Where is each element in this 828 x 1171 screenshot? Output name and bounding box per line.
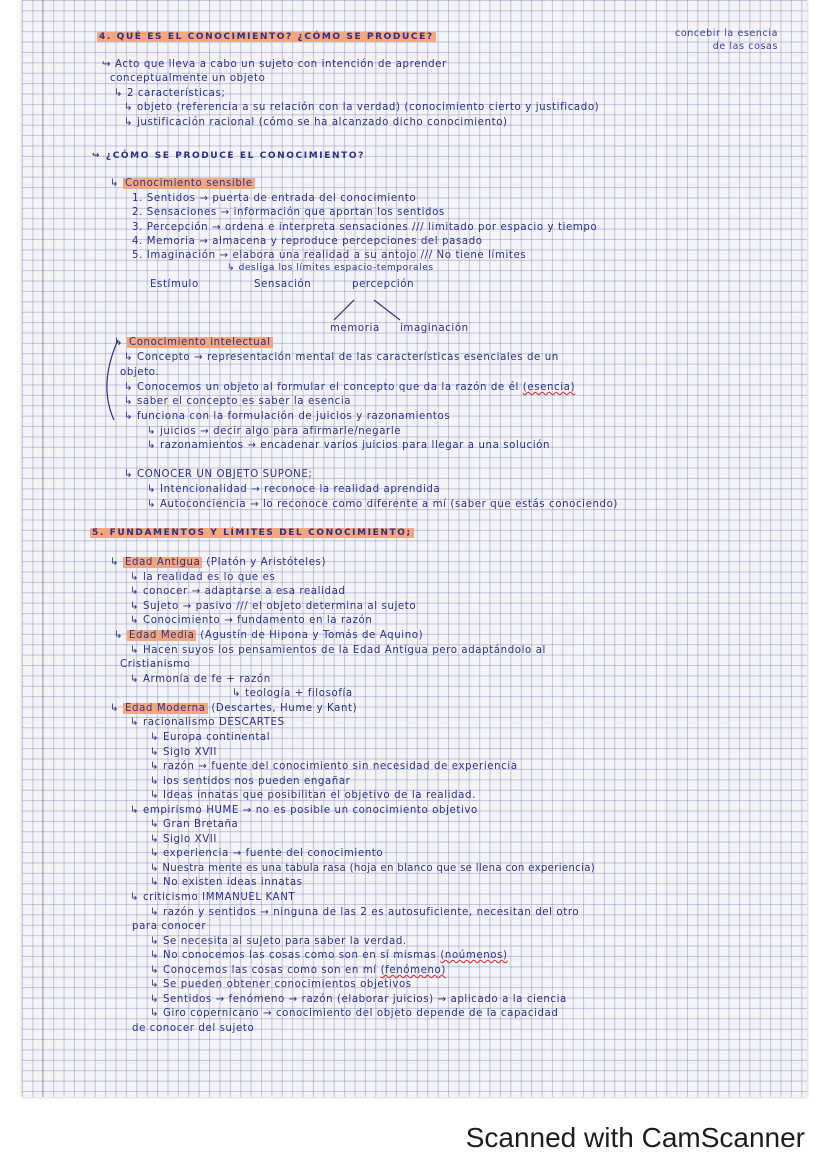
empirismo-item: ↳ Nuestra mente es una tabula rasa (hoja en blanco que se llena con experiencia) xyxy=(150,863,596,874)
flow-estimulo: Estímulo xyxy=(150,279,199,290)
perception-diagram xyxy=(22,0,807,1097)
razonamientos-line: ↳ razonamientos → encadenar varios juicios para llegar a una solución xyxy=(147,440,551,451)
side-note-line: concebir la esencia xyxy=(675,28,778,39)
criticismo-item: ↳ Se pueden obtener conocimientos objetivos xyxy=(150,979,412,990)
racionalismo-item: ↳ los sentidos nos pueden engañar xyxy=(150,776,351,787)
arrow-to-memoria xyxy=(334,300,354,320)
noumenos-term: (noúmenos) xyxy=(440,950,508,961)
criticismo-razon: ↳ razón y sentidos → ninguna de las 2 es autosuficiente, necesitan del otro xyxy=(150,907,580,918)
empirismo-item: ↳ No existen ideas innatas xyxy=(150,877,303,888)
empirismo-item: ↳ Siglo XVII xyxy=(150,834,218,845)
criticismo-item: ↳ Sentidos → fenómeno → razón (elaborar juicios) → aplicado a la ciencia xyxy=(150,994,567,1005)
section4-title: 4. QUÉ ES EL CONOCIMIENTO? ¿CÓMO SE PRODUCE? xyxy=(99,32,434,42)
media-armonia: ↳ Armonía de fe + razón xyxy=(130,674,271,685)
criticismo-giro: de conocer del sujeto xyxy=(132,1023,255,1034)
criticismo-item: ↳ Se necesita al sujeto para saber la verdad. xyxy=(150,936,407,947)
racionalismo-title: ↳ racionalismo DESCARTES xyxy=(130,717,285,728)
funciona-line: ↳ funciona con la formulación de juicios y razonamientos xyxy=(124,411,451,422)
flow-percepcion: percepción xyxy=(352,279,415,290)
esencia-term: (esencia) xyxy=(522,382,576,393)
empirismo-item: ↳ experiencia → fuente del conocimiento xyxy=(150,848,384,859)
concepto-line: objeto. xyxy=(120,367,160,378)
antigua-item: ↳ Sujeto → pasivo /// el objeto determina al sujeto xyxy=(130,601,417,612)
racionalismo-item: ↳ Ideas innatas que posibilitan el objetivo de la realidad. xyxy=(150,790,476,801)
criticismo-item: ↳ Conocemos las cosas como son en mí (fenómeno) xyxy=(150,965,446,976)
characteristic-justificacion: ↳ justificación racional (cómo se ha alcanzado dicho conocimiento) xyxy=(124,117,508,128)
arrow-to-imaginacion xyxy=(374,300,400,320)
empirismo-title: ↳ empirismo HUME → no es posible un conocimiento objetivo xyxy=(130,805,478,816)
media-hacen: Cristianismo xyxy=(120,659,191,670)
sensible-item: 4. Memoria → almacena y reproduce percepciones del pasado xyxy=(132,236,483,247)
media-hacen: ↳ Hacen suyos los pensamientos de la Edad Antigua pero adaptándolo al xyxy=(130,645,546,656)
imaginacion-sub: ↳ desliga los límites espacio-temporales xyxy=(227,263,434,273)
sensible-title: ↳ Conocimiento sensible xyxy=(110,178,253,189)
sensible-item: 1. Sentidos → puerta de entrada del conocimiento xyxy=(132,193,417,204)
conocemos-line: ↳ Conocemos un objeto al formular el concepto que da la razón de él (esencia) xyxy=(124,382,576,393)
empirismo-item: ↳ Gran Bretaña xyxy=(150,819,239,830)
antigua-item: ↳ Conocimiento → fundamento en la razón xyxy=(130,615,373,626)
autoconciencia-line: ↳ Autoconciencia → lo reconoce como diferente a mí (saber que estás conociendo) xyxy=(147,499,619,510)
juicios-line: ↳ juicios → decir algo para afirmarle/negarle xyxy=(147,426,402,437)
moderna-title: ↳ Edad Moderna (Descartes, Hume y Kant) xyxy=(110,703,358,714)
flow-imaginacion: imaginación xyxy=(400,323,469,334)
flow-sensacion: Sensación xyxy=(254,279,312,290)
como-title: ↪ ¿CÓMO SE PRODUCE EL CONOCIMIENTO? xyxy=(92,151,365,161)
notebook-page xyxy=(22,0,807,1097)
section5-title: 5. FUNDAMENTOS Y LÍMITES DEL CONOCIMIENTO; xyxy=(92,528,412,538)
racionalismo-item: ↳ razón → fuente del conocimiento sin necesidad de experiencia xyxy=(150,761,518,772)
sensible-item: 3. Percepción → ordena e interpreta sensaciones /// limitado por espacio y tiempo xyxy=(132,222,598,233)
flow-memoria: memoria xyxy=(330,323,380,334)
racionalismo-item: ↳ Europa continental xyxy=(150,732,271,743)
characteristics-title: ↳ 2 características; xyxy=(114,88,226,99)
criticismo-razon: para conocer xyxy=(132,921,207,932)
concepto-line: ↳ Concepto → representación mental de las características esenciales de un xyxy=(124,352,559,363)
intencionalidad-line: ↳ Intencionalidad → reconoce la realidad aprendida xyxy=(147,484,441,495)
antigua-title: ↳ Edad Antigua (Platón y Aristóteles) xyxy=(110,557,327,568)
antigua-item: ↳ conocer → adaptarse a esa realidad xyxy=(130,586,346,597)
criticismo-title: ↳ criticismo IMMANUEL KANT xyxy=(130,892,296,903)
media-title: ↳ Edad Media (Agustín de Hipona y Tomás de Aquino) xyxy=(114,630,424,641)
side-note-line: de las cosas xyxy=(712,41,778,52)
sensible-item: 5. Imaginación → elabora una realidad a su antojo /// No tiene límites xyxy=(132,250,527,261)
criticismo-item: ↳ No conocemos las cosas como son en sí mismas (noúmenos) xyxy=(150,950,508,961)
definition-line: ↪ Acto que lleva a cabo un sujeto con intención de aprender xyxy=(102,59,447,70)
media-armonia-sub: ↳ teología + filosofía xyxy=(232,688,353,699)
camscanner-watermark: Scanned with CamScanner xyxy=(465,1122,805,1153)
antigua-item: ↳ la realidad es lo que es xyxy=(130,572,276,583)
racionalismo-item: ↳ Siglo XVII xyxy=(150,747,218,758)
sensible-item: 2. Sensaciones → información que aportan los sentidos xyxy=(132,207,445,218)
definition-line: conceptualmente un objeto xyxy=(110,73,266,84)
characteristic-objeto: ↳ objeto (referencia a su relación con la verdad) (conocimiento cierto y justificado) xyxy=(124,102,600,113)
supone-line: ↳ CONOCER UN OBJETO SUPONE; xyxy=(124,469,313,480)
saber-line: ↳ saber el concepto es saber la esencia xyxy=(124,396,352,407)
bracket-curve xyxy=(107,340,118,420)
fenomeno-term: (fenómeno) xyxy=(380,965,446,976)
intelectual-title: ↳ Conocimiento intelectual xyxy=(114,337,271,348)
criticismo-giro: ↳ Giro copernicano → conocimiento del objeto depende de la capacidad xyxy=(150,1008,559,1019)
